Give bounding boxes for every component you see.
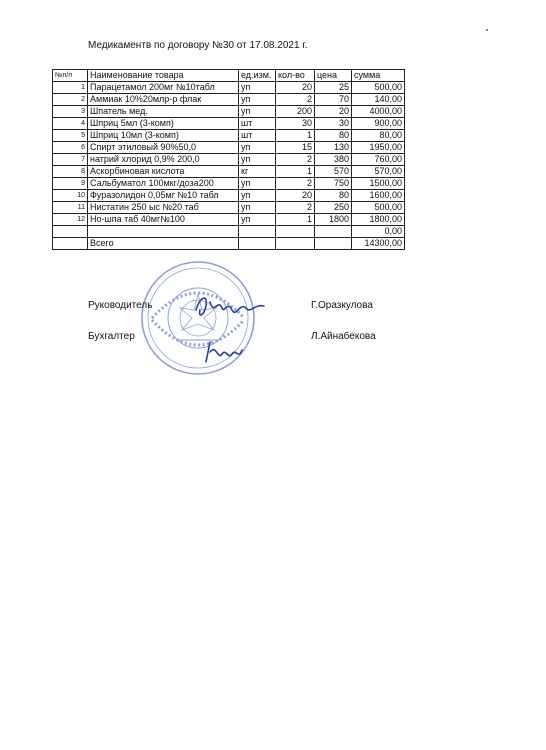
table-row xyxy=(53,106,405,118)
cell-price: 70 xyxy=(315,94,352,106)
cell-num: 4 xyxy=(53,118,88,130)
table-row xyxy=(53,202,405,214)
header-sum: сумма xyxy=(352,70,405,82)
cell-unit: кг xyxy=(239,166,276,178)
cell-name: Аскорбиновая кислота xyxy=(88,166,239,178)
cell-name: Аммиак 10%20млр-р флак xyxy=(88,94,239,106)
cell-unit: уп xyxy=(239,106,276,118)
cell-num: 6 xyxy=(53,142,88,154)
empty-row-sum: 0,00 xyxy=(352,226,405,238)
cell-price: 570 xyxy=(315,166,352,178)
cell-unit: шт xyxy=(239,130,276,142)
cell-qty: 2 xyxy=(276,94,315,106)
total-label: Всего xyxy=(88,238,239,250)
cell-num: 1 xyxy=(53,82,88,94)
cell-name: Шприц 10мл (3-комп) xyxy=(88,130,239,142)
accountant-label: Бухгалтер xyxy=(88,331,135,342)
cell-unit: уп xyxy=(239,214,276,226)
cell-price: 130 xyxy=(315,142,352,154)
cell-qty: 2 xyxy=(276,178,315,190)
cell-name: Шприц 5мл (3-комп) xyxy=(88,118,239,130)
cell-num: 3 xyxy=(53,106,88,118)
cell-unit: уп xyxy=(239,94,276,106)
table-row xyxy=(53,214,405,226)
cell-name: Сальбуматол 100мкг/доза200 xyxy=(88,178,239,190)
cell-qty: 1 xyxy=(276,166,315,178)
header-num: №п/п xyxy=(53,70,88,82)
cell-sum: 760,00 xyxy=(352,154,405,166)
cell-sum: 900,00 xyxy=(352,118,405,130)
table-row xyxy=(53,130,405,142)
cell-price: 380 xyxy=(315,154,352,166)
cell-sum: 1950,00 xyxy=(352,142,405,154)
table-row xyxy=(53,118,405,130)
cell-num: 9 xyxy=(53,178,88,190)
table-row xyxy=(53,94,405,106)
table-row-total xyxy=(53,238,405,250)
cell-qty: 2 xyxy=(276,154,315,166)
cell-num: 10 xyxy=(53,190,88,202)
cell-name: Фуразолидон 0,05мг №10 табл xyxy=(88,190,239,202)
table-row-empty xyxy=(53,226,405,238)
table-header-row xyxy=(53,70,405,82)
cell-qty: 200 xyxy=(276,106,315,118)
table-row xyxy=(53,154,405,166)
cell-unit: шт xyxy=(239,118,276,130)
cell-unit: уп xyxy=(239,178,276,190)
cell-qty: 2 xyxy=(276,202,315,214)
items-table xyxy=(52,69,405,250)
head-name: Г.Оразкулова xyxy=(311,300,373,311)
cell-price: 80 xyxy=(315,190,352,202)
cell-price: 20 xyxy=(315,106,352,118)
cell-price: 80 xyxy=(315,130,352,142)
cell-unit: уп xyxy=(239,202,276,214)
cell-unit: уп xyxy=(239,82,276,94)
cell-sum: 500,00 xyxy=(352,202,405,214)
cell-num: 2 xyxy=(53,94,88,106)
table-row xyxy=(53,82,405,94)
cell-sum: 1500,00 xyxy=(352,178,405,190)
cell-sum: 140,00 xyxy=(352,94,405,106)
total-sum: 14300,00 xyxy=(352,238,405,250)
cell-num: 7 xyxy=(53,154,88,166)
cell-num: 5 xyxy=(53,130,88,142)
cell-sum: 80,00 xyxy=(352,130,405,142)
table-row xyxy=(53,142,405,154)
cell-qty: 20 xyxy=(276,190,315,202)
document-title: Медикаментв по договору №30 от 17.08.2021 г. xyxy=(88,40,308,51)
cell-name: Но-шпа таб 40мг№100 xyxy=(88,214,239,226)
cell-qty: 1 xyxy=(276,130,315,142)
cell-unit: уп xyxy=(239,190,276,202)
cell-num: 12 xyxy=(53,214,88,226)
table-row xyxy=(53,166,405,178)
cell-name: Шпатель мед. xyxy=(88,106,239,118)
cell-sum: 1800,00 xyxy=(352,214,405,226)
cell-sum: 570,00 xyxy=(352,166,405,178)
head-label: Руководитель xyxy=(88,300,153,311)
accountant-name: Л.Айнабекова xyxy=(311,331,376,342)
cell-sum: 1600,00 xyxy=(352,190,405,202)
cell-qty: 15 xyxy=(276,142,315,154)
cell-name: натрий хлорид 0,9% 200,0 xyxy=(88,154,239,166)
cell-name: Парацетамол 200мг №10табл xyxy=(88,82,239,94)
cell-price: 25 xyxy=(315,82,352,94)
scan-speck xyxy=(486,29,488,31)
cell-sum: 500,00 xyxy=(352,82,405,94)
header-qty: кол-во xyxy=(276,70,315,82)
cell-qty: 1 xyxy=(276,214,315,226)
accountant-signature xyxy=(202,336,246,368)
cell-price: 1800 xyxy=(315,214,352,226)
cell-price: 750 xyxy=(315,178,352,190)
cell-sum: 4000,00 xyxy=(352,106,405,118)
cell-unit: уп xyxy=(239,154,276,166)
cell-num: 8 xyxy=(53,166,88,178)
cell-qty: 30 xyxy=(276,118,315,130)
cell-unit: уп xyxy=(239,142,276,154)
table-body xyxy=(53,82,405,226)
header-price: цена xyxy=(315,70,352,82)
table-row xyxy=(53,178,405,190)
header-name: Наименование товара xyxy=(88,70,239,82)
head-signature xyxy=(190,288,270,328)
cell-name: Нистатин 250 ыс №20 таб xyxy=(88,202,239,214)
cell-price: 250 xyxy=(315,202,352,214)
cell-qty: 20 xyxy=(276,82,315,94)
cell-price: 30 xyxy=(315,118,352,130)
header-unit: ед.изм. xyxy=(239,70,276,82)
cell-name: Спирт этиловый 90%50,0 xyxy=(88,142,239,154)
cell-num: 11 xyxy=(53,202,88,214)
table-row xyxy=(53,190,405,202)
